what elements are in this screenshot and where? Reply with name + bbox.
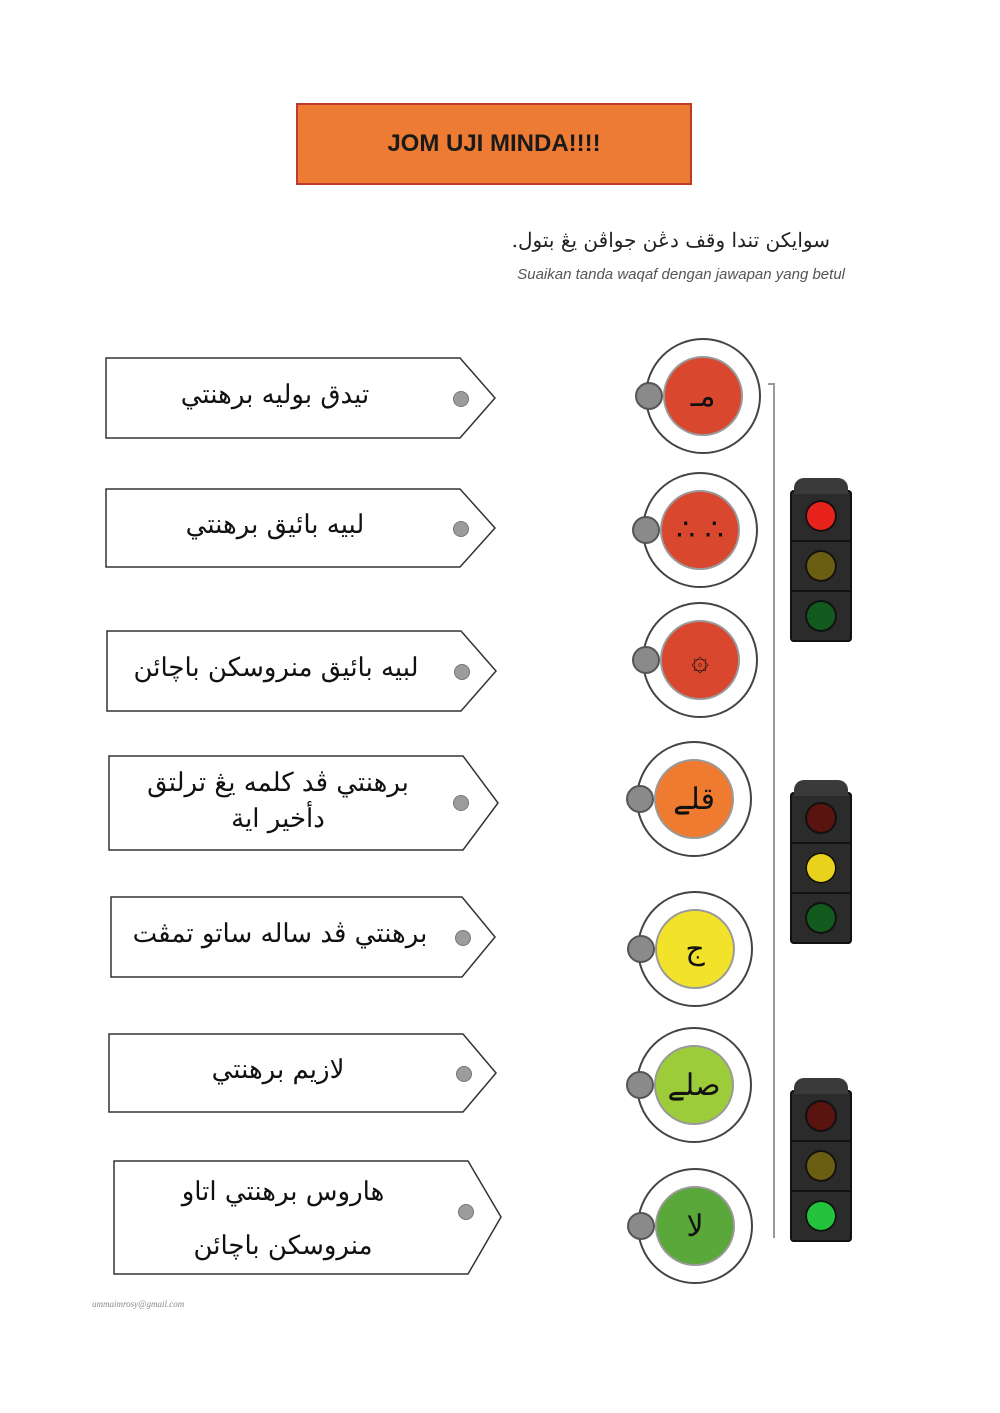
sign-face xyxy=(655,1186,735,1266)
connector-knob[interactable] xyxy=(632,646,660,674)
connector-knob[interactable] xyxy=(626,1071,654,1099)
instruction-malay: Suaikan tanda waqaf dengan jawapan yang betul xyxy=(517,266,845,283)
waqaf-sign-2[interactable] xyxy=(632,472,752,592)
tag-hole xyxy=(458,1204,474,1220)
answer-text: لازيم برهنتي xyxy=(211,1055,345,1085)
answer-text-line2: دأخير اية xyxy=(231,804,325,834)
waqaf-three-dots-symbol: ∴ ∴ xyxy=(676,512,724,548)
instruction-jawi: سوايکن تندا وقف دڠن جواڤن يڠ بتول. xyxy=(511,228,830,252)
answer-text: تيدق بوليه برهنتي xyxy=(180,380,370,410)
answer-tag-6[interactable] xyxy=(108,1033,498,1113)
traffic-light-yellow xyxy=(790,792,852,944)
connector-rail xyxy=(773,383,775,1238)
connector-rail-top xyxy=(768,383,775,385)
divider xyxy=(790,540,852,542)
answer-tag-5[interactable] xyxy=(110,896,500,978)
waqaf-jim-symbol: ج xyxy=(685,931,705,967)
sign-face xyxy=(654,1045,734,1125)
answer-tag-1[interactable] xyxy=(105,357,495,439)
divider xyxy=(790,842,852,844)
answer-text-line2: منروسکن باچائن xyxy=(193,1231,373,1261)
connector-knob[interactable] xyxy=(627,1212,655,1240)
waqaf-sign-3[interactable] xyxy=(632,602,752,722)
sign-face xyxy=(655,909,735,989)
divider xyxy=(790,1190,852,1192)
answer-text: هاروس برهنتي اتاو xyxy=(181,1177,385,1207)
tag-hole xyxy=(454,664,470,680)
traffic-light-green xyxy=(790,1090,852,1242)
yellow-lamp-icon xyxy=(805,550,837,582)
answer-text: برهنتي ڤد کلمه يڠ ترلتق xyxy=(147,768,409,798)
sign-face xyxy=(660,490,740,570)
sign-face xyxy=(660,620,740,700)
divider xyxy=(790,590,852,592)
answer-tag-4[interactable] xyxy=(108,755,498,851)
connector-knob[interactable] xyxy=(635,382,663,410)
tag-hole xyxy=(455,930,471,946)
yellow-lamp-icon xyxy=(805,1150,837,1182)
tag-hole xyxy=(453,795,469,811)
waqaf-sign-5[interactable] xyxy=(627,891,747,1011)
answer-text: لبيه بائيق منروسکن باچائن xyxy=(133,653,419,683)
traffic-light-red xyxy=(790,490,852,642)
green-lamp-icon xyxy=(805,600,837,632)
footer-email: ummaimrosy@gmail.com xyxy=(92,1299,185,1309)
sign-face xyxy=(654,759,734,839)
red-lamp-icon xyxy=(805,802,837,834)
connector-knob[interactable] xyxy=(632,516,660,544)
tag-hole xyxy=(453,391,469,407)
waqaf-sign-4[interactable] xyxy=(626,741,746,861)
green-lamp-icon xyxy=(805,902,837,934)
red-lamp-icon xyxy=(805,1100,837,1132)
waqaf-mim-symbol: مـ xyxy=(690,378,716,414)
traffic-light-visor xyxy=(794,1078,848,1094)
yellow-lamp-icon xyxy=(805,852,837,884)
tag-hole xyxy=(453,521,469,537)
sign-face xyxy=(663,356,743,436)
divider xyxy=(790,1140,852,1142)
answer-tag-2[interactable] xyxy=(105,488,495,568)
divider xyxy=(790,892,852,894)
traffic-light-visor xyxy=(794,478,848,494)
connector-knob[interactable] xyxy=(626,785,654,813)
page-title: JOM UJI MINDA!!!! xyxy=(387,130,601,157)
waqaf-sign-6[interactable] xyxy=(626,1027,746,1147)
answer-text: برهنتي ڤد ساله ساتو تمڤت xyxy=(132,919,428,949)
answer-tag-3[interactable] xyxy=(106,630,496,712)
waqaf-la-symbol: لا xyxy=(686,1208,704,1244)
green-lamp-icon xyxy=(805,1200,837,1232)
connector-knob[interactable] xyxy=(627,935,655,963)
waqaf-sala-symbol: صلے xyxy=(667,1067,721,1103)
answer-text: لبيه بائيق برهنتي xyxy=(185,510,365,540)
answer-tag-7[interactable] xyxy=(113,1160,503,1275)
waqaf-qala-symbol: قلے xyxy=(673,781,715,817)
red-lamp-icon xyxy=(805,500,837,532)
traffic-light-visor xyxy=(794,780,848,796)
ayah-end-symbol: ۞ xyxy=(691,642,709,678)
waqaf-sign-7[interactable] xyxy=(627,1168,747,1288)
waqaf-sign-1[interactable] xyxy=(635,338,755,458)
tag-hole xyxy=(456,1066,472,1082)
